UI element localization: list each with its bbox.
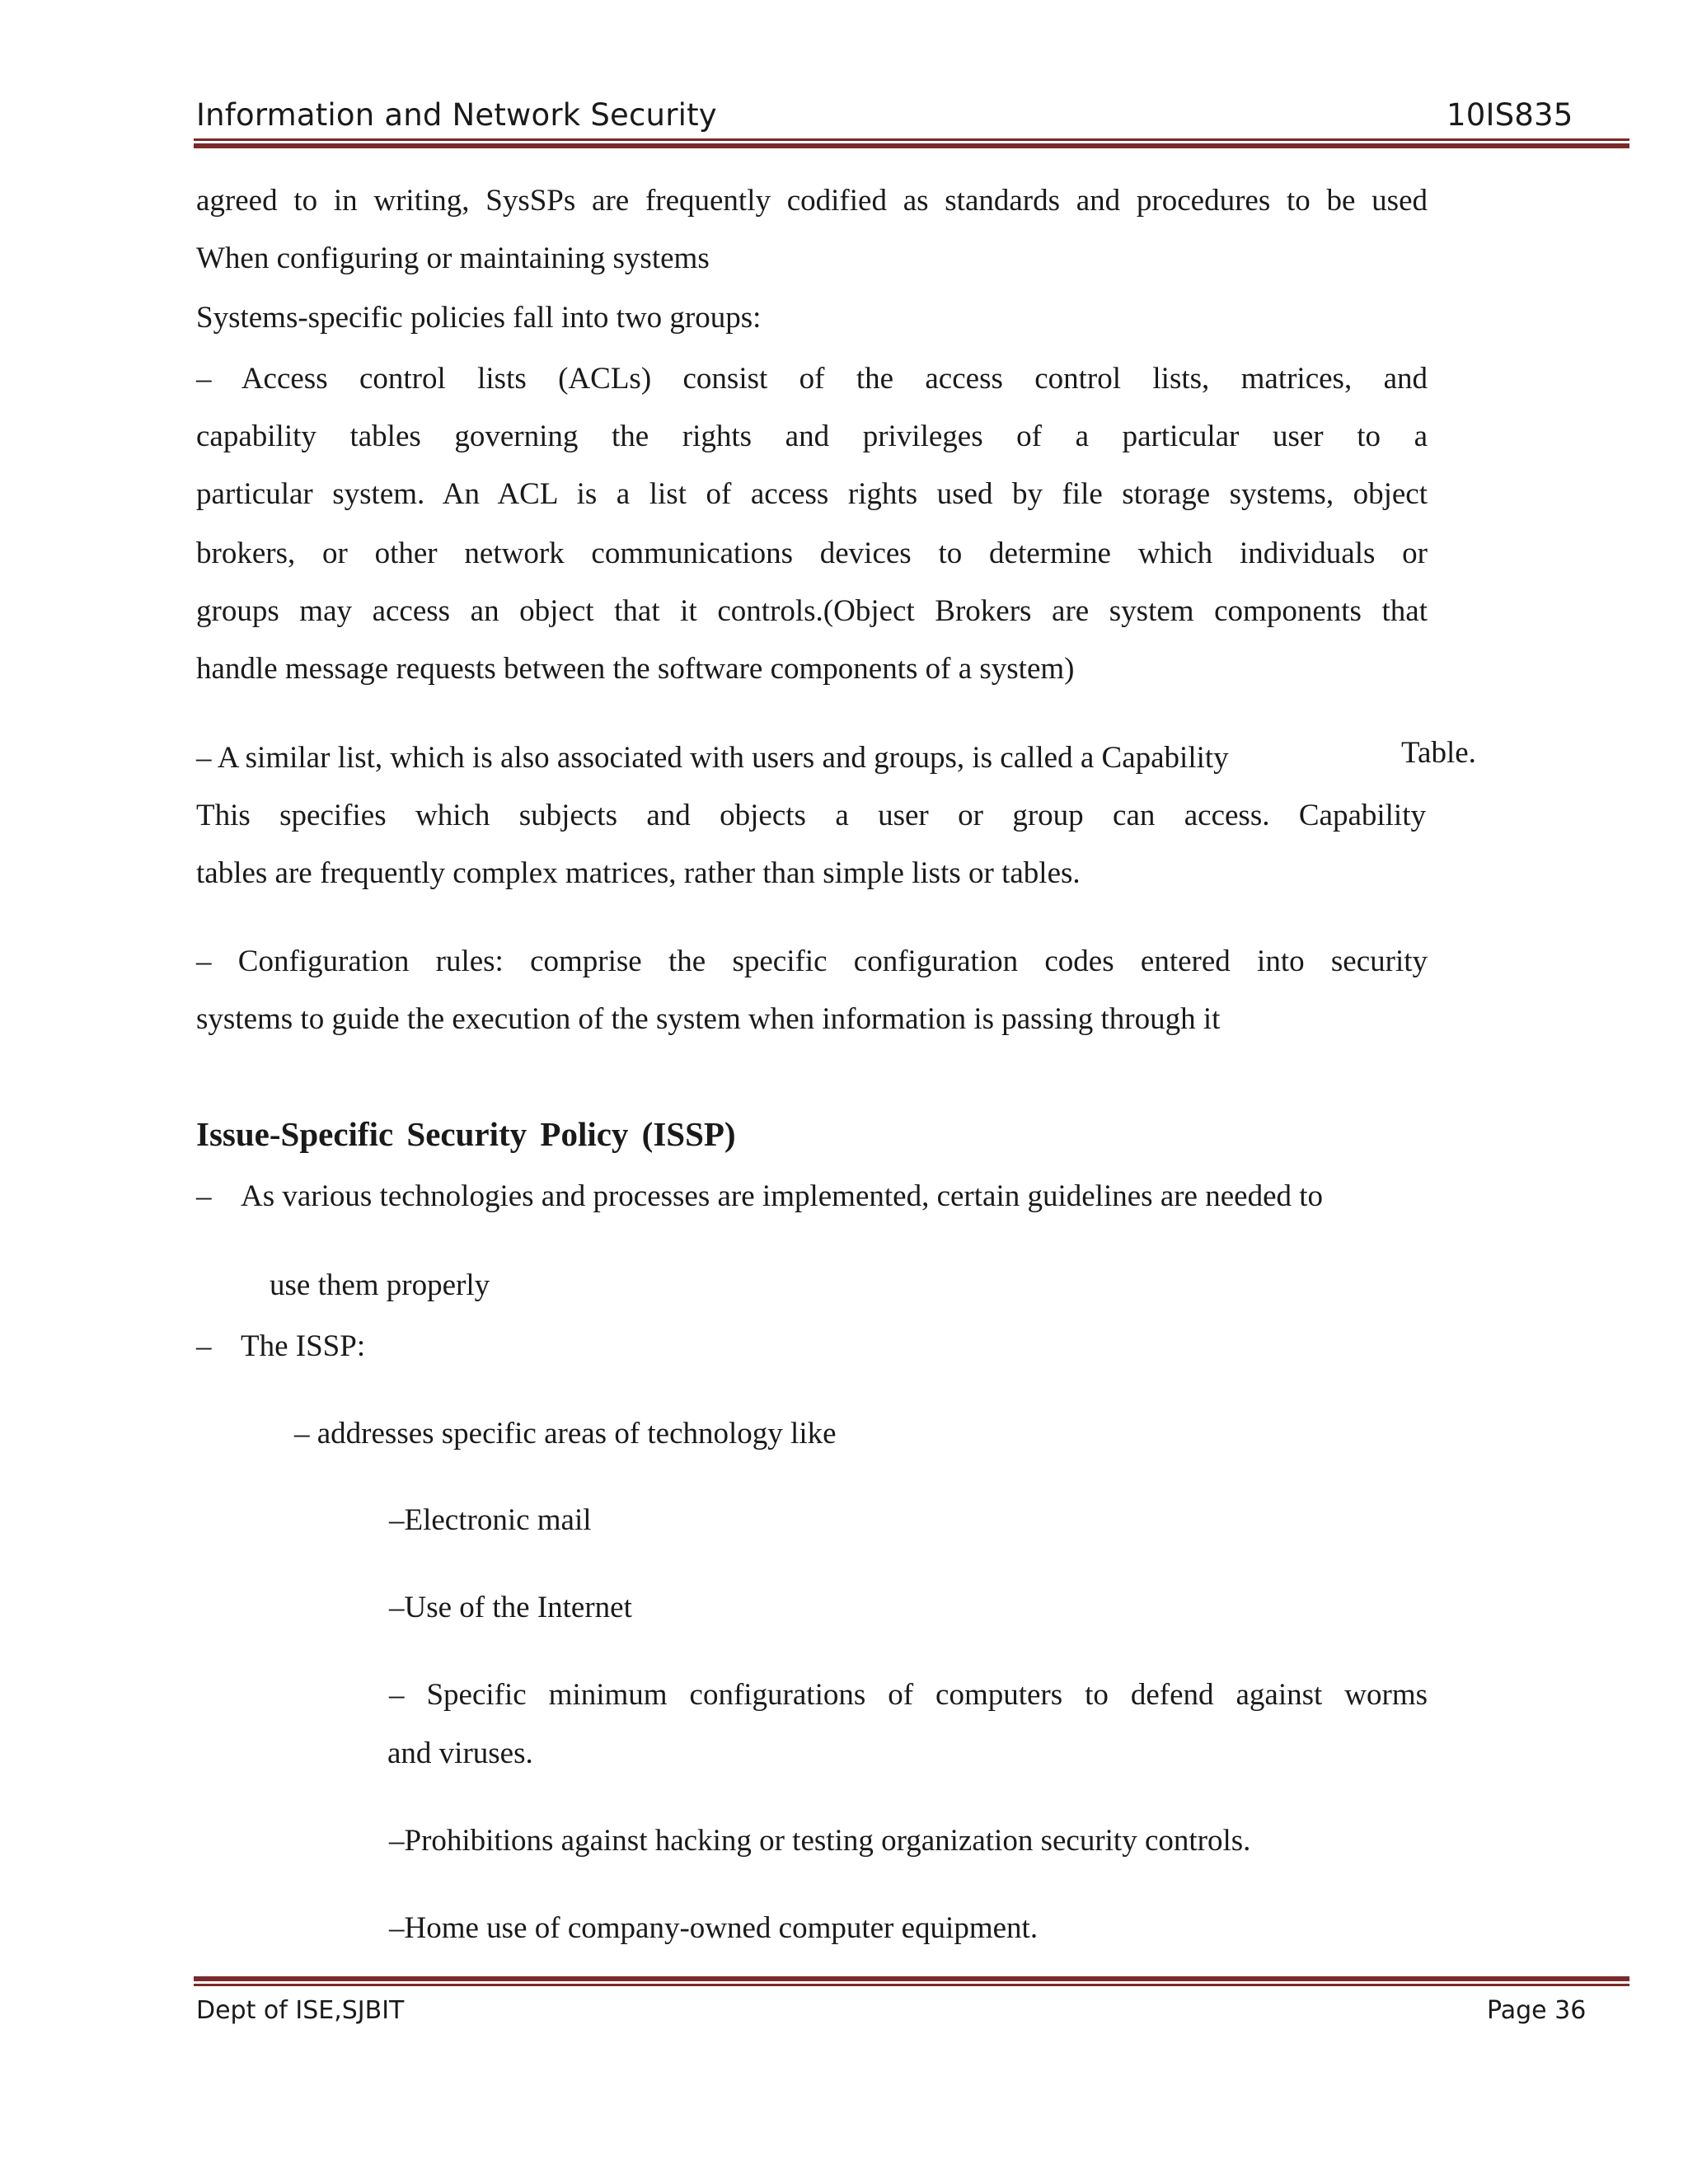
body-line: use them properly — [270, 1268, 490, 1302]
bullet-dash: – — [196, 1329, 212, 1363]
sub-bullet: – addresses specific areas of technology like — [294, 1417, 837, 1451]
list-item: –Home use of company-owned computer equipment. — [389, 1911, 1039, 1945]
bullet-dash: – — [196, 1179, 212, 1213]
body-line: systems to guide the execution of the system when information is passing through it — [196, 1002, 1221, 1036]
list-item: and viruses. — [387, 1736, 533, 1770]
body-line: – A similar list, which is also associated with users and groups, is called a Capability — [196, 741, 1229, 775]
body-line: particular system. An ACL is a list of access rights used by file storage systems, object — [196, 477, 1428, 511]
list-item: –Use of the Internet — [389, 1591, 632, 1624]
list-item: –Electronic mail — [389, 1503, 592, 1537]
body-line-tail: Table. — [1401, 736, 1476, 770]
body-line: capability tables governing the rights and privileges of a particular user to a — [196, 419, 1428, 453]
header-rule-thin — [194, 138, 1629, 141]
body-line: The ISSP: — [241, 1329, 366, 1363]
footer-rule-thick — [194, 1976, 1629, 1981]
body-line: Systems-specific policies fall into two groups: — [196, 301, 762, 335]
body-line: – Access control lists (ACLs) consist of the access control lists, matrices, and — [196, 362, 1428, 396]
footer-dept: Dept of ISE,SJBIT — [196, 1996, 405, 2025]
body-line: This specifies which subjects and objects a user or group can access. Capability — [196, 799, 1426, 832]
header-rule-thick — [194, 143, 1629, 148]
body-line: agreed to in writing, SysSPs are frequently codified as standards and procedures to be used — [196, 184, 1428, 218]
section-heading: Issue-Specific Security Policy (ISSP) — [196, 1115, 736, 1153]
body-line: – Configuration rules: comprise the specific configuration codes entered into security — [196, 944, 1428, 978]
body-line: handle message requests between the software components of a system) — [196, 652, 1075, 686]
footer-rule-thin — [194, 1984, 1629, 1986]
list-item: – Specific minimum configurations of computers to defend against worms — [389, 1678, 1428, 1712]
body-line: groups may access an object that it controls.(Object Brokers are system components that — [196, 594, 1428, 628]
header-code: 10IS835 — [1447, 97, 1573, 133]
body-line: brokers, or other network communications devices to determine which individuals or — [196, 537, 1428, 570]
body-line: tables are frequently complex matrices, rather than simple lists or tables. — [196, 856, 1081, 890]
body-line: When configuring or maintaining systems — [196, 241, 710, 275]
body-line: As various technologies and processes are implemented, certain guidelines are needed to — [241, 1179, 1324, 1213]
list-item: –Prohibitions against hacking or testing organization security controls. — [389, 1824, 1251, 1858]
header-title: Information and Network Security — [196, 97, 717, 133]
footer-page-number: Page 36 — [1487, 1996, 1587, 2025]
